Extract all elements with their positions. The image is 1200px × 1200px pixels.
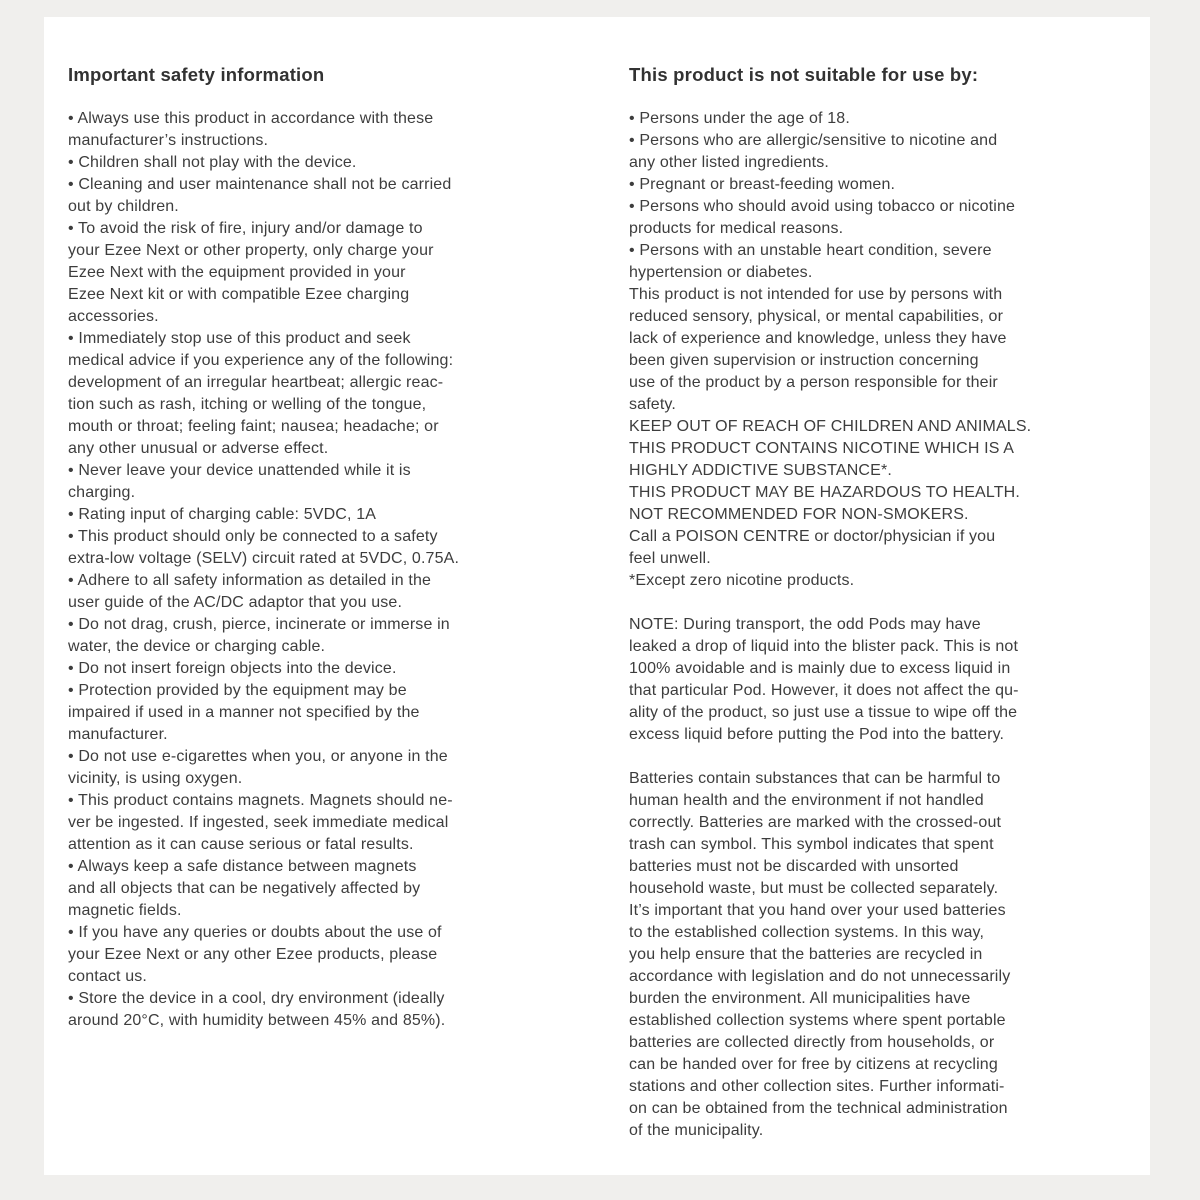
text-line: ver be ingested. If ingested, seek immediate medical — [68, 814, 449, 831]
text-line: any other unusual or adverse effect. — [68, 440, 329, 457]
text-line: Batteries contain substances that can be harmful to — [629, 770, 1001, 787]
text-line: feel unwell. — [629, 550, 711, 567]
text-line: stations and other collection sites. Further informati- — [629, 1078, 1005, 1095]
text-line: can be handed over for free by citizens at recycling — [629, 1056, 998, 1073]
text-line: This product is not intended for use by persons with — [629, 286, 1003, 303]
text-line: KEEP OUT OF REACH OF CHILDREN AND ANIMALS. — [629, 418, 1032, 435]
text-line: safety. — [629, 396, 676, 413]
text-line: charging. — [68, 484, 136, 501]
text-line: • Do not drag, crush, pierce, incinerate or immerse in — [68, 616, 450, 633]
text-line: • Persons who are allergic/sensitive to nicotine and — [629, 132, 998, 149]
text-line: trash can symbol. This symbol indicates that spent — [629, 836, 994, 853]
text-line: tion such as rash, itching or welling of the tongue, — [68, 396, 427, 413]
transport-note-section — [629, 614, 1144, 746]
text-line: on can be obtained from the technical administration — [629, 1100, 1008, 1117]
text-line: • Cleaning and user maintenance shall not be carried — [68, 176, 452, 193]
text-line: • If you have any queries or doubts about the use of — [68, 924, 442, 941]
text-line: batteries must not be discarded with unsorted — [629, 858, 959, 875]
text-line: • Always use this product in accordance with these — [68, 110, 434, 127]
text-line: • Adhere to all safety information as detailed in the — [68, 572, 432, 589]
text-line: NOT RECOMMENDED FOR NON-SMOKERS. — [629, 506, 969, 523]
text-line: established collection systems where spent portable — [629, 1012, 1006, 1029]
text-line: HIGHLY ADDICTIVE SUBSTANCE*. — [629, 462, 892, 479]
text-line: out by children. — [68, 198, 179, 215]
text-line: of the municipality. — [629, 1122, 764, 1139]
text-line: • To avoid the risk of fire, injury and/or damage to — [68, 220, 423, 237]
text-line: batteries are collected directly from households, or — [629, 1034, 995, 1051]
text-line: use of the product by a person responsible for their — [629, 374, 998, 391]
text-line: development of an irregular heartbeat; allergic reac- — [68, 374, 444, 391]
text-line: NOTE: During transport, the odd Pods may have — [629, 616, 981, 633]
text-line: It’s important that you hand over your used batteries — [629, 902, 1006, 919]
text-line: • Persons with an unstable heart condition, severe — [629, 242, 992, 259]
text-line: to the established collection systems. In this way, — [629, 924, 985, 941]
not-suitable-section — [629, 108, 1144, 592]
text-line: contact us. — [68, 968, 148, 985]
text-line: reduced sensory, physical, or mental capabilities, or — [629, 308, 1004, 325]
text-line: • Children shall not play with the device. — [68, 154, 357, 171]
text-line: been given supervision or instruction concerning — [629, 352, 979, 369]
text-line: extra-low voltage (SELV) circuit rated at 5VDC, 0.75A. — [68, 550, 460, 567]
text-line: impaired if used in a manner not specified by the — [68, 704, 420, 721]
text-line: • Immediately stop use of this product and seek — [68, 330, 411, 347]
text-line: *Except zero nicotine products. — [629, 572, 855, 589]
text-line: manufacturer’s instructions. — [68, 132, 269, 149]
text-line: • This product contains magnets. Magnets should ne- — [68, 792, 453, 809]
text-line: Ezee Next kit or with compatible Ezee charging — [68, 286, 410, 303]
text-line: burden the environment. All municipalities have — [629, 990, 971, 1007]
text-line: that particular Pod. However, it does not affect the qu- — [629, 682, 1019, 699]
text-line: household waste, but must be collected separately. — [629, 880, 999, 897]
safety-information-text — [68, 108, 588, 1032]
text-line: accessories. — [68, 308, 159, 325]
text-line: • Persons who should avoid using tobacco or nicotine — [629, 198, 1016, 215]
right-column — [629, 63, 1144, 1142]
text-line: magnetic fields. — [68, 902, 182, 919]
text-line: human health and the environment if not handled — [629, 792, 984, 809]
text-line: and all objects that can be negatively affected by — [68, 880, 421, 897]
text-line: • Pregnant or breast-feeding women. — [629, 176, 896, 193]
text-line: attention as it can cause serious or fatal results. — [68, 836, 414, 853]
text-line: products for medical reasons. — [629, 220, 844, 237]
text-line: around 20°C, with humidity between 45% and 85%). — [68, 1012, 446, 1029]
text-line: • Do not use e-cigarettes when you, or anyone in the — [68, 748, 448, 765]
text-line: Ezee Next with the equipment provided in your — [68, 264, 406, 281]
text-line: you help ensure that the batteries are recycled in — [629, 946, 983, 963]
text-line: • Persons under the age of 18. — [629, 110, 850, 127]
text-line: manufacturer. — [68, 726, 168, 743]
text-line: • This product should only be connected to a safety — [68, 528, 438, 545]
text-line: • Never leave your device unattended while it is — [68, 462, 411, 479]
text-line: any other listed ingredients. — [629, 154, 830, 171]
text-line: mouth or throat; feeling faint; nausea; headache; or — [68, 418, 439, 435]
text-line: correctly. Batteries are marked with the crossed-out — [629, 814, 1002, 831]
left-column-heading: Important safety information — [68, 64, 325, 85]
text-line: ality of the product, so just use a tissue to wipe off the — [629, 704, 1018, 721]
text-line: excess liquid before putting the Pod into the battery. — [629, 726, 1005, 743]
text-line: THIS PRODUCT MAY BE HAZARDOUS TO HEALTH. — [629, 484, 1020, 501]
text-line: accordance with legislation and do not unnecessarily — [629, 968, 1011, 985]
text-line: your Ezee Next or any other Ezee products, please — [68, 946, 438, 963]
text-line: hypertension or diabetes. — [629, 264, 813, 281]
text-line: • Protection provided by the equipment may be — [68, 682, 407, 699]
text-line: 100% avoidable and is mainly due to excess liquid in — [629, 660, 1011, 677]
text-line: your Ezee Next or other property, only charge your — [68, 242, 434, 259]
battery-disposal-section — [629, 768, 1144, 1142]
safety-leaflet-card — [44, 17, 1150, 1175]
text-line: leaked a drop of liquid into the blister pack. This is not — [629, 638, 1019, 655]
text-line: • Store the device in a cool, dry environment (ideally — [68, 990, 445, 1007]
left-column — [68, 63, 588, 1032]
text-line: vicinity, is using oxygen. — [68, 770, 243, 787]
text-line: Call a POISON CENTRE or doctor/physician if you — [629, 528, 996, 545]
text-line: water, the device or charging cable. — [68, 638, 326, 655]
text-line: user guide of the AC/DC adaptor that you use. — [68, 594, 403, 611]
text-line: • Do not insert foreign objects into the device. — [68, 660, 397, 677]
text-line: lack of experience and knowledge, unless they have — [629, 330, 1007, 347]
text-line: THIS PRODUCT CONTAINS NICOTINE WHICH IS A — [629, 440, 1015, 457]
text-line: • Always keep a safe distance between magnets — [68, 858, 417, 875]
text-line: medical advice if you experience any of the following: — [68, 352, 454, 369]
text-line: • Rating input of charging cable: 5VDC, 1A — [68, 506, 377, 523]
right-column-heading: This product is not suitable for use by: — [629, 64, 979, 85]
